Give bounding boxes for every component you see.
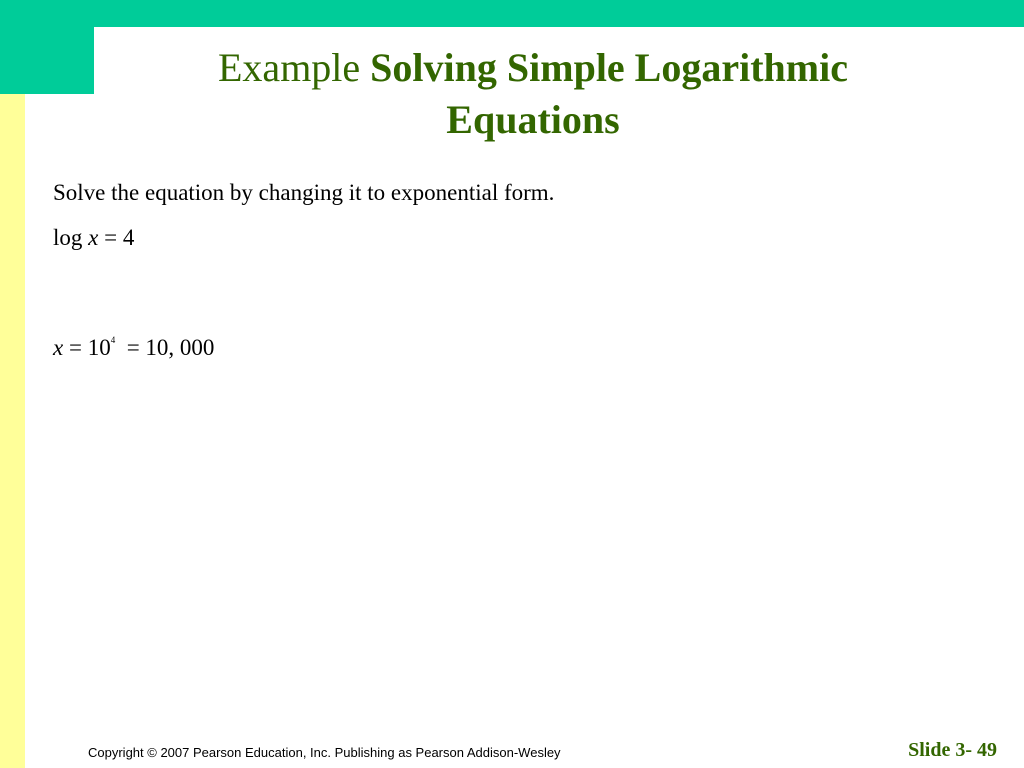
corner-accent-block	[0, 0, 94, 94]
equation-log-variable: x	[88, 225, 99, 250]
equation-log-func: log	[53, 225, 83, 250]
copyright-footer: Copyright © 2007 Pearson Education, Inc. Publishing as Pearson Addison-Wesley	[88, 745, 561, 760]
left-side-strip	[0, 94, 25, 768]
equation-solution-result: = 10, 000	[126, 335, 215, 360]
equation-solution	[53, 332, 214, 364]
instruction-text: Solve the equation by changing it to exponential form.	[53, 180, 555, 205]
slide-title	[120, 42, 946, 146]
equation-solution-variable: x	[53, 335, 64, 360]
slide-number: Slide 3- 49	[908, 739, 997, 761]
equation-solution-exponent: 4	[110, 335, 116, 345]
title-main-line2: Equations	[446, 97, 620, 142]
equation-solution-power: = 10	[68, 335, 111, 360]
title-prefix: Example	[218, 45, 361, 90]
equation-log-rest: = 4	[104, 225, 135, 250]
equation-log	[53, 222, 134, 254]
title-main-line1: Solving Simple Logarithmic	[370, 45, 848, 90]
top-accent-bar	[0, 0, 1024, 27]
